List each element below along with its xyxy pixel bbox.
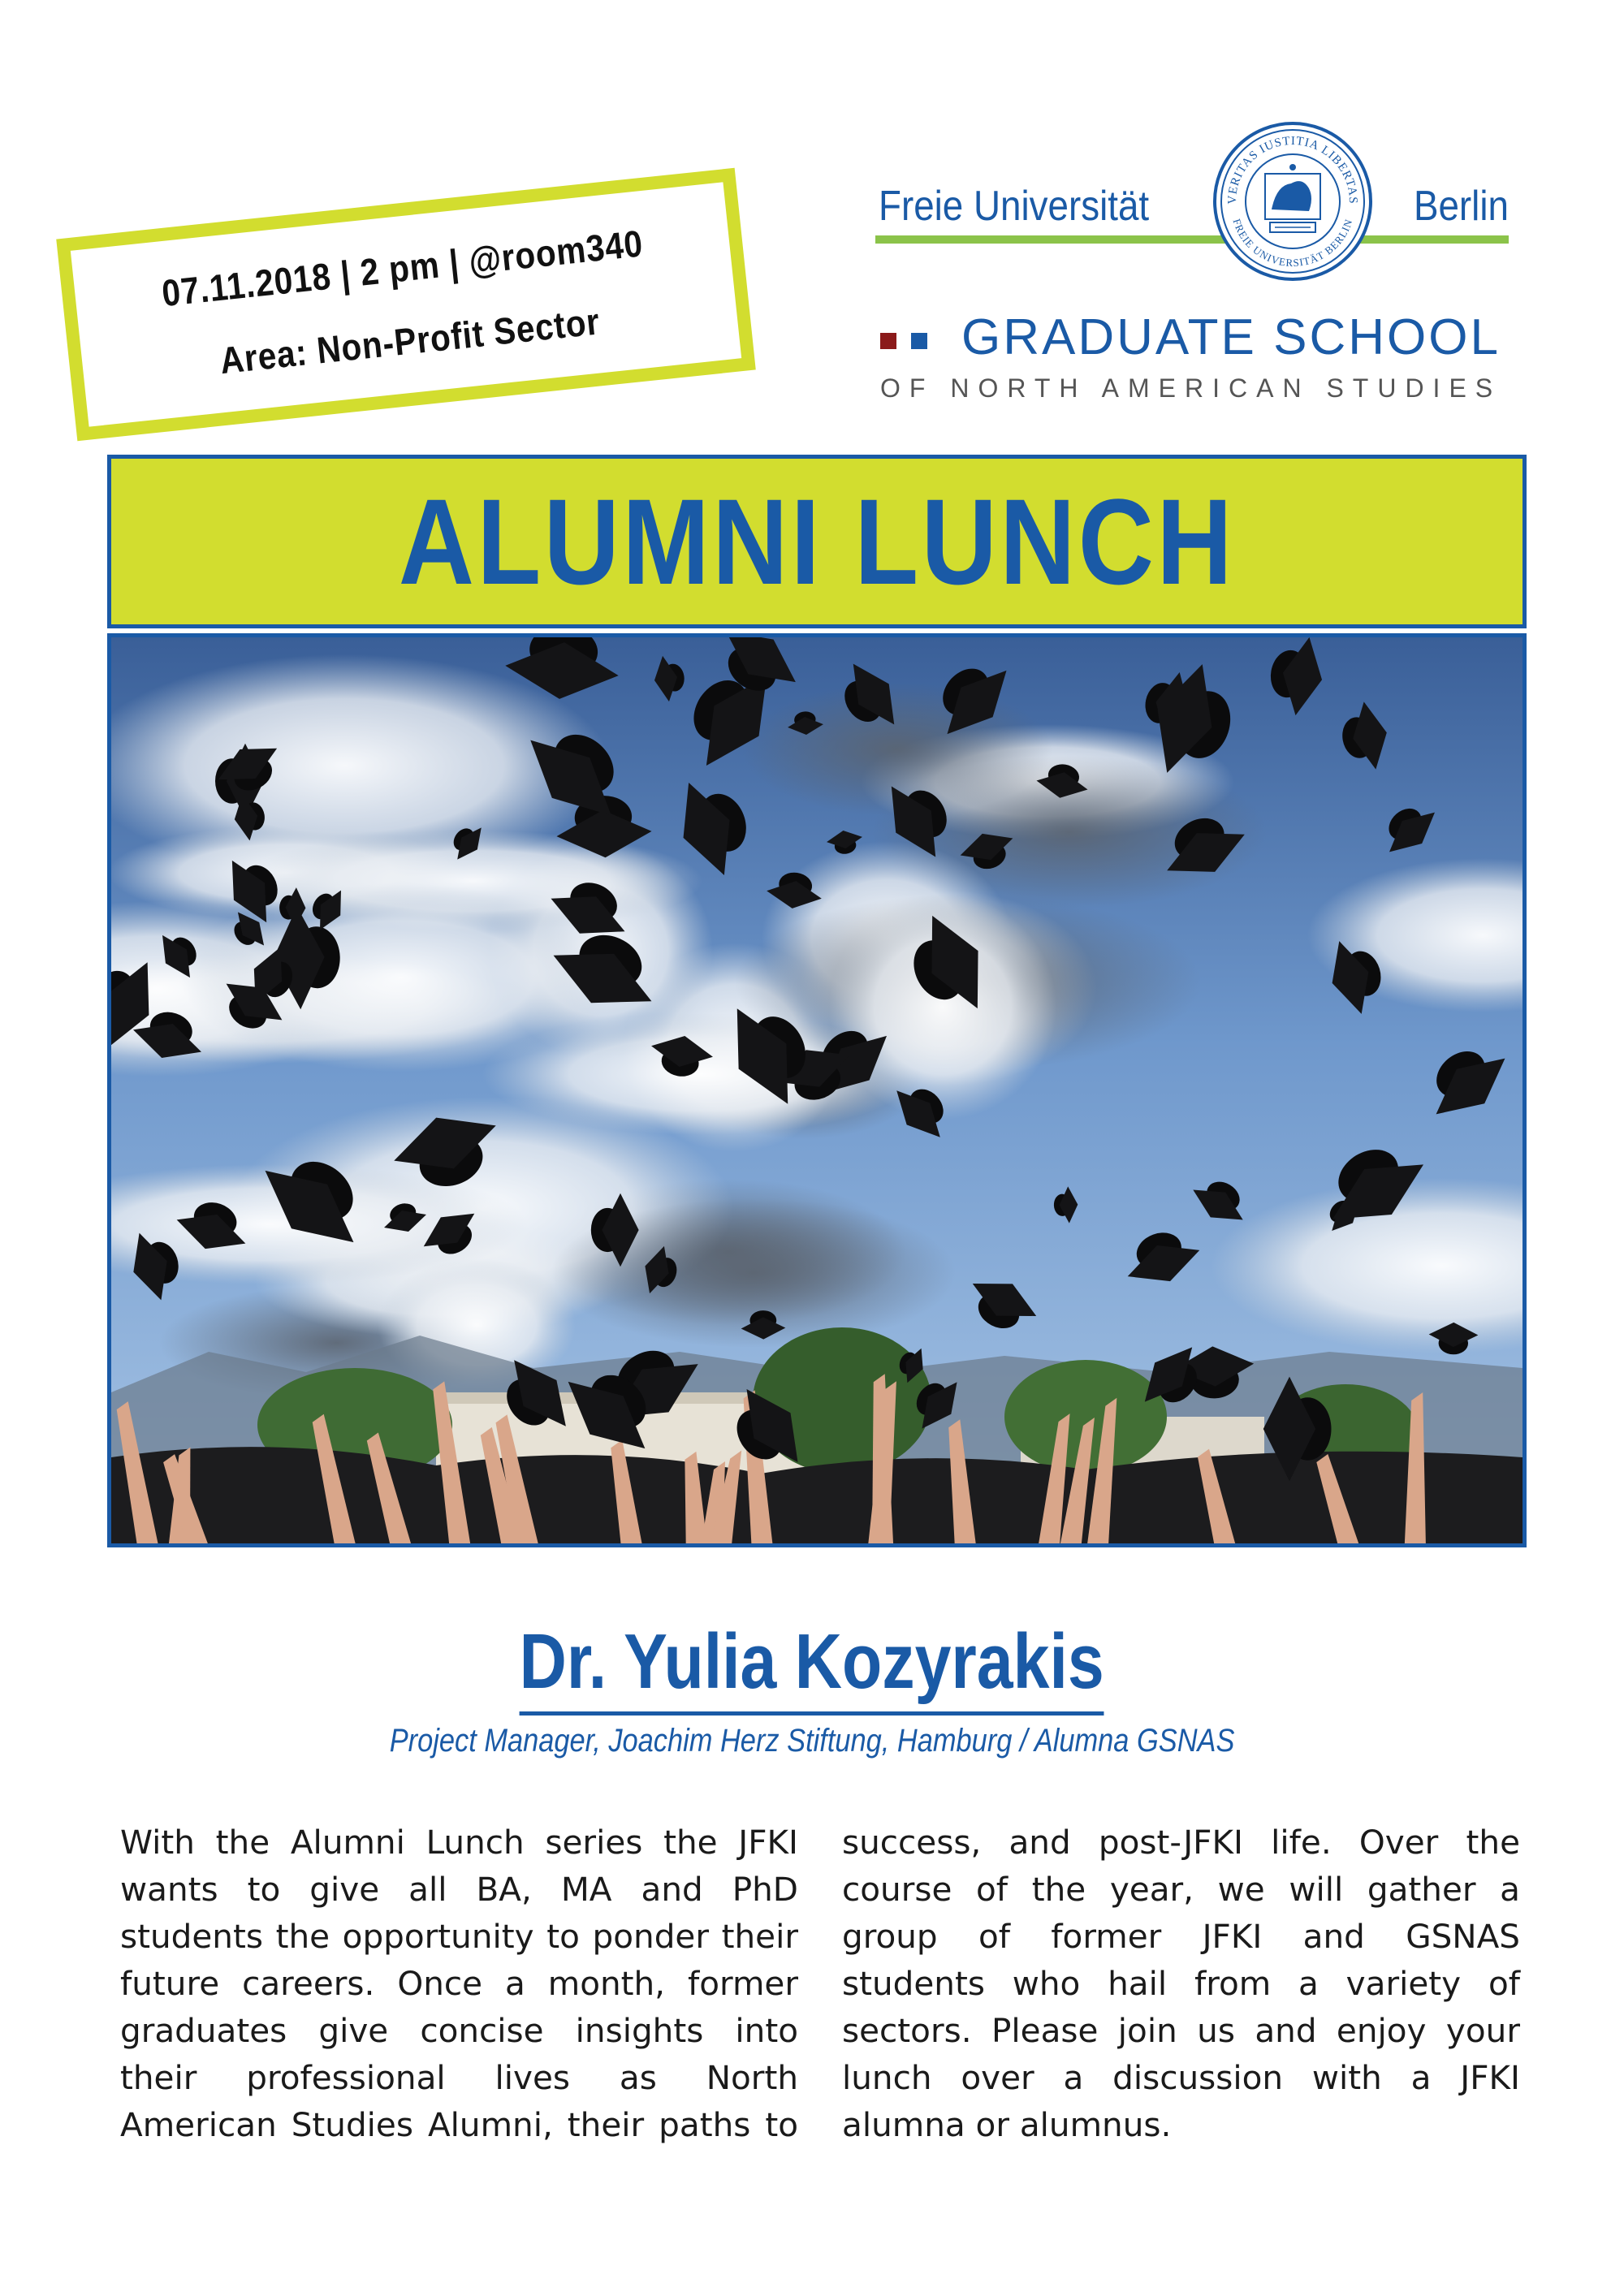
logo-rule	[875, 235, 1509, 244]
university-name-left: Freie Universität	[879, 183, 1150, 230]
event-details: 07.11.2018 | 2 pm | @room340	[159, 222, 646, 315]
speaker-role-text: Project Manager, Joachim Herz Stiftung, Hamburg / Alumna GSNAS	[389, 1723, 1235, 1759]
graduate-school-title: GRADUATE SCHOOL	[961, 309, 1501, 365]
graduate-school-subtitle: OF NORTH AMERICAN STUDIES	[880, 373, 1502, 403]
bear-seal-icon	[1212, 120, 1374, 283]
red-square-icon	[880, 333, 896, 349]
graduation-caps-photo	[107, 633, 1527, 1547]
speaker-role	[0, 1723, 1624, 1759]
page-title: ALUMNI LUNCH	[398, 473, 1236, 610]
speaker-name: Dr. Yulia Kozyrakis	[520, 1617, 1104, 1716]
description-text: With the Alumni Lunch series the JFKI wants to give all BA, MA and PhD students the opportunity to ponder their future careers. Once a month, former graduates give concise insights into their professional lives as North American Studies Alumni, their paths to success, and post-JFKI life. Over the course of the year, we will gather a group of former JFKI and GSNAS students who hail from a variety of sectors. Please join us and enjoy your lunch over a discussion with a JFKI alumna or alumnus.	[120, 1823, 1520, 2144]
blue-square-icon	[911, 333, 927, 349]
logo-squares	[880, 333, 942, 353]
seal-text-top: VERITAS IUSTITIA LIBERTAS	[1225, 134, 1360, 205]
event-info-box	[56, 168, 756, 441]
event-area: Area: Non-Profit Sector	[218, 300, 603, 382]
university-name-right: Berlin	[1414, 183, 1509, 230]
photo-illustration	[111, 637, 1522, 1543]
seal-text-bottom: FREIE UNIVERSITÄT BERLIN	[1230, 217, 1355, 270]
university-logo	[875, 120, 1509, 412]
speaker-block	[0, 1617, 1624, 1716]
title-banner	[107, 455, 1527, 628]
